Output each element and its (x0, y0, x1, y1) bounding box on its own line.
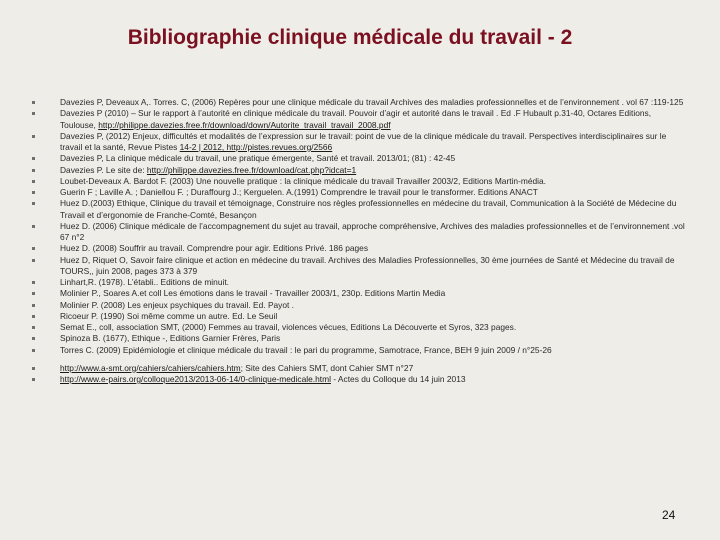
reference-item (28, 363, 688, 374)
reference-text: Huez D. (2006) Clinique médicale de l’accompagnement du sujet au travail, approche compréhensive, Archives des maladies professionnelles et de l’environnement .vol 67 n°2 (60, 220, 685, 242)
reference-text: Spinoza B. (1677), Ethique -, Editions Garnier Frères, Paris (60, 333, 281, 344)
page-number: 24 (662, 508, 676, 522)
reference-text: - Actes du Colloque du 14 juin 2013 (330, 374, 466, 384)
reference-text: Huez D, Riquet O, Savoir faire clinique et action en médecine du travail. Archives des Maladies Professionnelles, 30 ème journées de Santé et Médecine du travail de TOURS,, juin 2008, pages 373 à 379 (60, 254, 675, 276)
reference-item (28, 288, 688, 299)
reference-text: ; Site des Cahiers SMT, dont Cahier SMT n°27 (240, 362, 414, 373)
reference-item (28, 374, 688, 385)
reference-text: Molinier P. (2008) Les enjeux psychiques du travail. Ed. Payot . (60, 299, 295, 310)
reference-link[interactable]: http://www.e-pairs.org/colloque2013/2013-06-14/0-clinique-medicale.html (60, 374, 331, 384)
reference-text: Linhart,R. (1978). L’établi.. Editions de minuit. (60, 277, 229, 287)
reference-item (28, 345, 688, 356)
reference-list (28, 97, 688, 385)
slide-title: Bibliographie clinique médicale du travail - 2 (127, 26, 573, 49)
reference-text: Davezies P, La clinique médicale du travail, une pratique émergente, Santé et travail. 2013/01; (81) : 42-45 (60, 153, 456, 164)
reference-item (28, 187, 688, 198)
reference-link[interactable]: http://www.a-smt.org/cahiers/cahiers/cahiers.htm (60, 362, 241, 373)
reference-text: Davezies P, (2012) Enjeux, difficultés et modalités de l’expression sur le travail: point de vue de la clinique médicale du travail. Perspectives interdisciplinaires sur le travail et la santé, Revue Pistes (60, 130, 667, 152)
reference-link[interactable]: 14-2 | 2012, http://pistes.revues.org/2566 (179, 142, 333, 152)
reference-item (28, 277, 688, 288)
reference-item (28, 153, 688, 164)
reference-item (28, 300, 688, 311)
reference-text: Guerin F ; Laville A. ; Daniellou F. ; Duraffourg J.; Kerguelen. A.(1991) Comprendre le travail pour le transformer. Editions ANACT (60, 187, 538, 197)
reference-item (28, 198, 688, 221)
reference-text: Torres C. (2009) Epidémiologie et clinique médicale du travail : le pari du programme, Samotrace, France, BEH 9 juin 2009 / n°25-26 (60, 344, 552, 355)
reference-item (28, 322, 688, 333)
reference-item (28, 97, 688, 108)
reference-item (28, 243, 688, 254)
reference-item (28, 108, 688, 131)
reference-item (28, 176, 688, 187)
reference-text: Davezies P. Le site de: (60, 164, 147, 175)
reference-item (28, 255, 688, 278)
reference-link[interactable]: http://philippe.davezies.free.fr/download/down/Autorite_travail_travail_2008.pdf (98, 119, 391, 130)
reference-item (28, 131, 688, 154)
reference-item (28, 165, 688, 176)
reference-text: Ricoeur P. (1990) Soi même comme un autre. Ed. Le Seuil (60, 310, 278, 321)
reference-item (28, 221, 688, 244)
reference-text: Huez D.(2003) Ethique, Clinique du travail et témoignage, Construire nos règles professionnelles en médecine du travail, Communication à la Société de Médecine du Travail et d’ergonomie de Franche-Comté, Besançon (60, 198, 677, 220)
reference-text: Loubet-Deveaux A. Bardot F. (2003) Une nouvelle pratique : la clinique médicale du travail Travailler 2003/2, Editions Martin-média. (60, 175, 547, 186)
reference-text: Davezies P (2010) – Sur le rapport à l’autorité en clinique médicale du travail. Pouvoir d’agir et autorité dans le travail . Ed .F Hubault p.31-40, Octares Editions, Toulouse, (60, 108, 652, 130)
reference-text: Molinier P., Soares A.et coll Les émotions dans le travail - Travailler 2003/1, 230p. Editions Martin Media (60, 288, 446, 299)
reference-text: Huez D. (2008) Souffrir au travail. Comprendre pour agir. Editions Privé. 186 pages (60, 243, 369, 254)
reference-item (28, 333, 688, 344)
reference-item (28, 311, 688, 322)
reference-text: Davezies P, Deveaux A,. Torres. C, (2006) Repères pour une clinique médicale du travail Archives des maladies professionnelles et de l’environnement . vol 67 :119-125 (60, 97, 684, 107)
reference-link[interactable]: http://philippe.davezies.free.fr/download/cat.php?idcat=1 (146, 164, 357, 175)
reference-text: Semat E., coll, association SMT, (2000) Femmes au travail, violences vécues, Editions La Découverte et Syros, 323 pages. (60, 322, 517, 332)
